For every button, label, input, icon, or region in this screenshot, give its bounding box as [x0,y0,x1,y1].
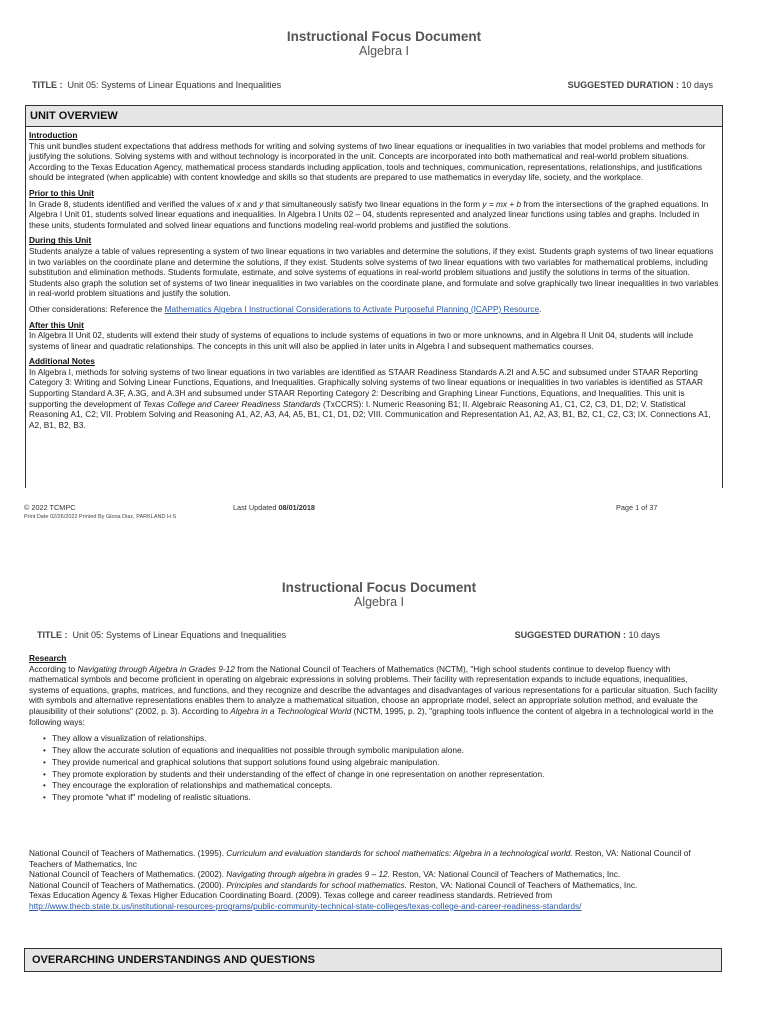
research-section [29,653,719,810]
list-item: • They promote exploration by students and their understanding of the effect of change in one representation on another representation. [45,769,719,781]
ccrs-link[interactable]: http://www.thecb.state.tx.us/institutional-resources-programs/public-community-technical-state-colleges/texas-college-and-career-readiness-standards/ [29,900,582,911]
footer-updated: Last Updated 08/01/2018 [233,503,315,512]
other-considerations: Other considerations: Reference the Mathematics Algebra I Instructional Considerations to Activate Purposeful Planning (ICAPP) Resource. [29,303,542,314]
document-title-block [0,29,768,58]
research-heading: Research [29,653,67,663]
reference-2: National Council of Teachers of Mathematics. (2002). Navigating through algebra in grades 9 – 12. Reston, VA: National Council of Teachers of Mathematics, Inc. [29,869,621,880]
footer-copyright: © 2022 TCMPC [24,503,76,512]
during-heading: During this Unit [29,235,92,246]
duration-label: SUGGESTED DURATION : [514,630,626,640]
title-label: TITLE : [37,630,68,640]
unit-title: Unit 05: Systems of Linear Equations and Inequalities [72,630,287,640]
reference-4: Texas Education Agency & Texas Higher Education Coordinating Board. (2009). Texas college and career readiness standards. Retrieved from [29,890,553,901]
after-text: In Algebra II Unit 02, students will extend their study of systems of equations to include systems of equations in two or more unknowns, and in Algebra II Unit 04, students will include systems of linear and quadratic relationships. The concepts in this unit will also be applied in later units in Algebra I and subsequent mathematics courses. [29,330,694,351]
introduction-heading: Introduction [29,130,78,140]
duration-row [568,80,713,91]
duration-row-2 [515,630,660,641]
reference-1: National Council of Teachers of Mathematics. (1995). Curriculum and evaluation standards for school mathematics: Algebra in a technological world. Reston, VA: National Council of Teachers of Mathematics, Inc [29,848,691,869]
reference-3: National Council of Teachers of Mathematics. (2000). Principles and standards for school mathematics. Reston, VA: National Council of Teachers of Mathematics, Inc. [29,879,638,890]
icapp-resource-link[interactable]: Mathematics Algebra I Instructional Considerations to Activate Purposeful Planning (ICAPP) Resource [164,303,540,314]
footer-page-number: Page 1 of 37 [616,503,658,512]
duration-value: 10 days [681,80,713,90]
prior-heading: Prior to this Unit [29,187,94,198]
notes-text: In Algebra I, methods for solving systems of two linear equations in two variables are identified as STAAR Readiness Standards A.2I and A.5C and subsumed under STAAR Reporting Category 3: Writing and Solving Linear Functions, Equations, and Inequalities. Graphically solving systems of two linear equations or inequalities in two variables is identified as STAAR Supporting Standard A.3F, A.3G, and A.3H and subsumed under STAAR Reporting Category 2: Describing and Graphing Linear Functions, Equations, and Inequalities. This unit is supporting the development of Texas College and Career Readiness Standards (TxCCRS): I. Numeric Reasoning B1; II. Algebraic Reasoning A1, C1, C2, C3, D1, D2; V. Statistical Reasoning A1, C2; VII. Problem Solving and Reasoning A1, A2, A3, A4, A5, B1, C1, D1, D2; VIII. Communication and Representation A1, A2, A3, B1, B2, C1, C2, C3; IX. Connections A1, A2, B1, B2, B3. [29,366,711,430]
document-title: Instructional Focus Document [286,29,482,44]
after-heading: After this Unit [29,319,84,330]
references [29,848,719,912]
unit-title: Unit 05: Systems of Linear Equations and Inequalities [67,80,282,90]
list-item: • They allow a visualization of relationships. [45,733,719,745]
list-item: • They promote "what if" modeling of realistic situations. [45,792,719,804]
unit-overview-body [26,127,722,430]
list-item: • They provide numerical and graphical solutions that support solutions found using algebraic manipulation. [45,757,719,769]
list-item: • They encourage the exploration of relationships and mathematical concepts. [45,780,719,792]
overarching-understandings-heading: OVERARCHING UNDERSTANDINGS AND QUESTIONS [24,948,722,972]
unit-overview-heading: UNIT OVERVIEW [26,106,722,127]
list-item: • They allow the accurate solution of equations and inequalities not possible through symbolic manipulation alone. [45,745,719,757]
document-subtitle: Algebra I [358,44,410,58]
introduction-text: This unit bundles student expectations that address methods for writing and solving systems of two linear equations or inequalities in two variables that model problems and methods for justifying the solutions. Solving systems with and without technology is incorporated in the unit. Concepts are incorporated into both mathematical and real-world problem situations. According to the Texas Education Agency, mathematical process standards including application, tools and techniques, communication, representations, relationships, and justifications should be integrated (when applicable) with content knowledge and skills so that students are prepared to use mathematics in everyday life, society, and the workplace. [29,140,706,183]
research-text: According to Navigating through Algebra in Grades 9-12 from the National Council of Teachers of Mathematics (NCTM), "High school students continue to develop fluency with mathematical symbols and become proficient in operating on algebraic expressions in solving problems. Their facility with representation expands to include equations, inequalities, systems of equations, graphs, matrices, and functions, and they recognize and describe the advantages and disadvantages of various representations for a particular situation. Such facility with symbols and alternative representations enables them to analyze a mathematical situation, choose an appropriate model, select an appropriate solution method, and evaluate the plausibility of their solutions" (2002, p. 3). According to Algebra in a Technological World (NCTM, 1995, p. 2), "graphing tools influence the content of algebra in a technological world in the following ways: [29,663,718,727]
document-title-block-2 [0,580,763,609]
prior-text: In Grade 8, students identified and verified the values of x and y that simultaneously satisfy two linear equations in the form y = mx + b from the intersections of the graphed equations. In Algebra I Unit 01, students solved linear equations and inequalities. In Algebra I Units 02 – 04, students represented and analyzed linear functions using tables and graphs. Included in these units, students formulated and solved linear equations and functions modeling real-world problems and justified the solutions. [29,198,709,230]
during-text: Students analyze a table of values representing a system of two linear equations in two variables and determine the solutions, if they exist. Students graph systems of two linear equations in two variables on the coordinate plane and determine the solutions, if they exist. Students solve systems of two linear equations with two variables for mathematical problems, including substitution and elimination methods. Students formulate, estimate, and solve systems of equations in real-world problem situations and justify the solutions in terms of the situation. Students also graph the solution set of systems of two linear inequalities in two variables on the coordinate plane, and formulate and solve graphically two linear inequalities in two variables in real-world problem situations and justify the solution. [29,245,719,299]
graphing-tools-list [45,733,719,804]
unit-overview-box [25,105,723,488]
footer-print-info: Print Date 02/26/2022 Printed By Gloria Diaz, PARKLAND H S [24,514,177,520]
unit-title-row [32,80,281,91]
duration-value: 10 days [628,630,660,640]
notes-heading: Additional Notes [29,356,95,367]
title-label: TITLE : [32,80,63,90]
unit-title-row-2 [37,630,286,641]
duration-label: SUGGESTED DURATION : [567,80,679,90]
document-subtitle: Algebra I [353,595,405,609]
document-title: Instructional Focus Document [281,580,477,595]
